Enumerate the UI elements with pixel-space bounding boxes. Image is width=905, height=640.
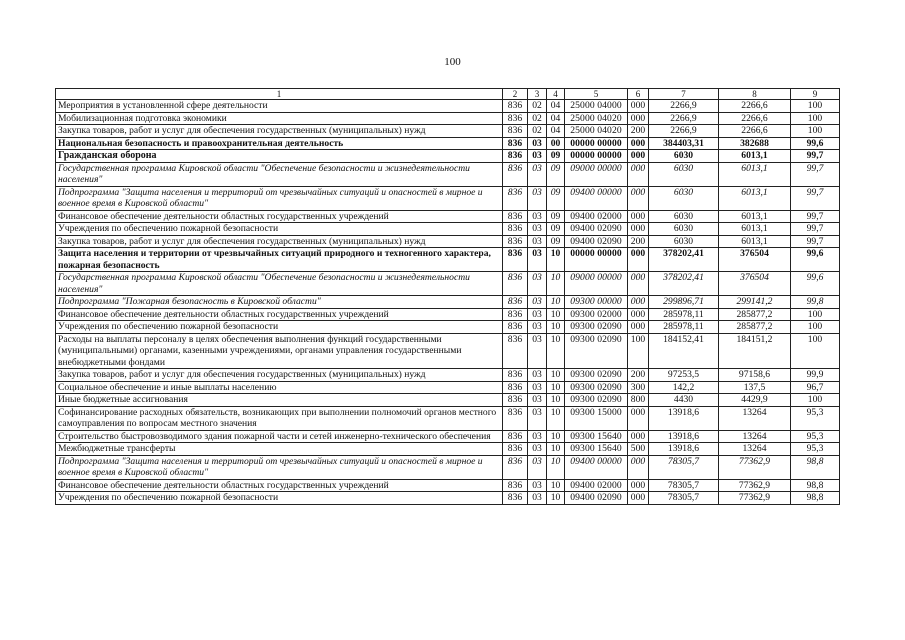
table-row <box>56 394 840 407</box>
actual-amount-cell: 285877,2 <box>719 321 791 334</box>
ministry-code-cell: 836 <box>503 272 528 296</box>
section-code-cell: 03 <box>528 248 547 272</box>
subsection-code-cell: 09 <box>547 150 565 163</box>
planned-amount-cell: 78305,7 <box>649 479 719 492</box>
planned-amount-cell: 13918,6 <box>649 443 719 456</box>
ministry-code-cell: 836 <box>503 100 528 113</box>
actual-amount-cell: 2266,6 <box>719 112 791 125</box>
actual-amount-cell: 4429,9 <box>719 394 791 407</box>
planned-amount-cell: 6030 <box>649 235 719 248</box>
target-article-code-cell: 09300 02090 <box>565 321 628 334</box>
row-name-cell: Финансовое обеспечение деятельности областных государственных учреждений <box>56 308 503 321</box>
table-row <box>56 162 840 186</box>
table-row <box>56 430 840 443</box>
execution-percent-cell: 98,8 <box>791 479 840 492</box>
target-article-code-cell: 09400 02000 <box>565 479 628 492</box>
subsection-code-cell: 10 <box>547 381 565 394</box>
target-article-code-cell: 09000 00000 <box>565 272 628 296</box>
section-code-cell: 03 <box>528 321 547 334</box>
target-article-code-cell: 09400 02090 <box>565 492 628 505</box>
subsection-code-cell: 09 <box>547 210 565 223</box>
actual-amount-cell: 6013,1 <box>719 235 791 248</box>
ministry-code-cell: 836 <box>503 406 528 430</box>
actual-amount-cell: 382688 <box>719 137 791 150</box>
row-name-cell: Социальное обеспечение и иные выплаты населению <box>56 381 503 394</box>
budget-table <box>55 88 840 505</box>
section-code-cell: 03 <box>528 430 547 443</box>
table-row <box>56 479 840 492</box>
section-code-cell: 02 <box>528 112 547 125</box>
section-code-cell: 03 <box>528 443 547 456</box>
section-code-cell: 03 <box>528 333 547 369</box>
actual-amount-cell: 6013,1 <box>719 223 791 236</box>
actual-amount-cell: 77362,9 <box>719 492 791 505</box>
expense-type-code-cell: 000 <box>628 248 649 272</box>
planned-amount-cell: 142,2 <box>649 381 719 394</box>
execution-percent-cell: 99,7 <box>791 186 840 210</box>
row-name-cell: Государственная программа Кировской области "Обеспечение безопасности и жизнедеятельности населения" <box>56 272 503 296</box>
row-name-cell: Закупка товаров, работ и услуг для обеспечения государственных (муниципальных) нужд <box>56 369 503 382</box>
ministry-code-cell: 836 <box>503 369 528 382</box>
header-cell: 4 <box>547 89 565 100</box>
execution-percent-cell: 95,3 <box>791 430 840 443</box>
expense-type-code-cell: 000 <box>628 455 649 479</box>
row-name-cell: Государственная программа Кировской области "Обеспечение безопасности и жизнедеятельности населения" <box>56 162 503 186</box>
target-article-code-cell: 09300 15640 <box>565 443 628 456</box>
section-code-cell: 03 <box>528 223 547 236</box>
table-row <box>56 443 840 456</box>
subsection-code-cell: 10 <box>547 394 565 407</box>
execution-percent-cell: 99,7 <box>791 223 840 236</box>
ministry-code-cell: 836 <box>503 430 528 443</box>
header-cell: 9 <box>791 89 840 100</box>
subsection-code-cell: 10 <box>547 272 565 296</box>
planned-amount-cell: 384403,31 <box>649 137 719 150</box>
section-code-cell: 02 <box>528 100 547 113</box>
execution-percent-cell: 99,9 <box>791 369 840 382</box>
row-name-cell: Строительство быстровозводимого здания пожарной части и сетей инженерно-технического обеспечения <box>56 430 503 443</box>
row-name-cell: Защита населения и территории от чрезвычайных ситуаций природного и техногенного характера, пожарная безопасность <box>56 248 503 272</box>
subsection-code-cell: 10 <box>547 479 565 492</box>
section-code-cell: 03 <box>528 492 547 505</box>
header-cell: 2 <box>503 89 528 100</box>
row-name-cell: Подпрограмма "Пожарная безопасность в Кировской области" <box>56 296 503 309</box>
row-name-cell: Учреждения по обеспечению пожарной безопасности <box>56 321 503 334</box>
actual-amount-cell: 376504 <box>719 272 791 296</box>
actual-amount-cell: 6013,1 <box>719 150 791 163</box>
table-row <box>56 296 840 309</box>
ministry-code-cell: 836 <box>503 137 528 150</box>
subsection-code-cell: 09 <box>547 223 565 236</box>
subsection-code-cell: 10 <box>547 443 565 456</box>
actual-amount-cell: 2266,6 <box>719 100 791 113</box>
execution-percent-cell: 96,7 <box>791 381 840 394</box>
target-article-code-cell: 09300 15640 <box>565 430 628 443</box>
header-cell: 6 <box>628 89 649 100</box>
subsection-code-cell: 10 <box>547 296 565 309</box>
row-name-cell: Софинансирование расходных обязательств, возникающих при выполнении полномочий органов местного самоуправления по вопросам местного значения <box>56 406 503 430</box>
section-code-cell: 03 <box>528 479 547 492</box>
table-row <box>56 369 840 382</box>
header-cell: 5 <box>565 89 628 100</box>
subsection-code-cell: 10 <box>547 248 565 272</box>
row-name-cell: Мобилизационная подготовка экономики <box>56 112 503 125</box>
planned-amount-cell: 6030 <box>649 150 719 163</box>
actual-amount-cell: 376504 <box>719 248 791 272</box>
subsection-code-cell: 10 <box>547 430 565 443</box>
section-code-cell: 02 <box>528 125 547 138</box>
actual-amount-cell: 285877,2 <box>719 308 791 321</box>
section-code-cell: 03 <box>528 296 547 309</box>
actual-amount-cell: 184151,2 <box>719 333 791 369</box>
row-name-cell: Национальная безопасность и правоохранительная деятельность <box>56 137 503 150</box>
execution-percent-cell: 95,3 <box>791 443 840 456</box>
expense-type-code-cell: 000 <box>628 430 649 443</box>
ministry-code-cell: 836 <box>503 112 528 125</box>
expense-type-code-cell: 000 <box>628 186 649 210</box>
expense-type-code-cell: 000 <box>628 137 649 150</box>
table-row <box>56 308 840 321</box>
target-article-code-cell: 09300 02090 <box>565 381 628 394</box>
actual-amount-cell: 137,5 <box>719 381 791 394</box>
actual-amount-cell: 77362,9 <box>719 455 791 479</box>
header-cell: 3 <box>528 89 547 100</box>
actual-amount-cell: 6013,1 <box>719 162 791 186</box>
ministry-code-cell: 836 <box>503 479 528 492</box>
execution-percent-cell: 100 <box>791 308 840 321</box>
planned-amount-cell: 78305,7 <box>649 455 719 479</box>
target-article-code-cell: 25000 04000 <box>565 100 628 113</box>
subsection-code-cell: 09 <box>547 235 565 248</box>
actual-amount-cell: 77362,9 <box>719 479 791 492</box>
section-code-cell: 03 <box>528 210 547 223</box>
table-row <box>56 272 840 296</box>
planned-amount-cell: 13918,6 <box>649 430 719 443</box>
row-name-cell: Учреждения по обеспечению пожарной безопасности <box>56 223 503 236</box>
target-article-code-cell: 09400 02090 <box>565 223 628 236</box>
target-article-code-cell: 09300 02000 <box>565 308 628 321</box>
target-article-code-cell: 09300 02090 <box>565 394 628 407</box>
row-name-cell: Гражданская оборона <box>56 150 503 163</box>
table-row <box>56 112 840 125</box>
execution-percent-cell: 100 <box>791 112 840 125</box>
row-name-cell: Межбюджетные трансферты <box>56 443 503 456</box>
planned-amount-cell: 299896,71 <box>649 296 719 309</box>
page-number: 100 <box>444 56 461 68</box>
actual-amount-cell: 2266,6 <box>719 125 791 138</box>
expense-type-code-cell: 000 <box>628 321 649 334</box>
ministry-code-cell: 836 <box>503 296 528 309</box>
execution-percent-cell: 95,3 <box>791 406 840 430</box>
target-article-code-cell: 25000 04020 <box>565 125 628 138</box>
table-row <box>56 492 840 505</box>
actual-amount-cell: 97158,6 <box>719 369 791 382</box>
ministry-code-cell: 836 <box>503 394 528 407</box>
section-code-cell: 03 <box>528 272 547 296</box>
execution-percent-cell: 99,6 <box>791 137 840 150</box>
expense-type-code-cell: 100 <box>628 333 649 369</box>
execution-percent-cell: 100 <box>791 333 840 369</box>
section-code-cell: 03 <box>528 186 547 210</box>
subsection-code-cell: 00 <box>547 137 565 150</box>
target-article-code-cell: 00000 00000 <box>565 137 628 150</box>
table-row <box>56 333 840 369</box>
actual-amount-cell: 13264 <box>719 443 791 456</box>
section-code-cell: 03 <box>528 150 547 163</box>
ministry-code-cell: 836 <box>503 308 528 321</box>
execution-percent-cell: 100 <box>791 100 840 113</box>
row-name-cell: Финансовое обеспечение деятельности областных государственных учреждений <box>56 479 503 492</box>
execution-percent-cell: 98,8 <box>791 455 840 479</box>
subsection-code-cell: 04 <box>547 112 565 125</box>
planned-amount-cell: 78305,7 <box>649 492 719 505</box>
expense-type-code-cell: 000 <box>628 296 649 309</box>
actual-amount-cell: 6013,1 <box>719 186 791 210</box>
ministry-code-cell: 836 <box>503 455 528 479</box>
header-cell: 7 <box>649 89 719 100</box>
ministry-code-cell: 836 <box>503 223 528 236</box>
expense-type-code-cell: 000 <box>628 308 649 321</box>
header-cell: 1 <box>56 89 503 100</box>
ministry-code-cell: 836 <box>503 381 528 394</box>
table-row <box>56 186 840 210</box>
section-code-cell: 03 <box>528 162 547 186</box>
target-article-code-cell: 00000 00000 <box>565 150 628 163</box>
planned-amount-cell: 6030 <box>649 162 719 186</box>
actual-amount-cell: 299141,2 <box>719 296 791 309</box>
table-row <box>56 235 840 248</box>
target-article-code-cell: 09400 00000 <box>565 186 628 210</box>
execution-percent-cell: 99,7 <box>791 150 840 163</box>
ministry-code-cell: 836 <box>503 162 528 186</box>
section-code-cell: 03 <box>528 406 547 430</box>
planned-amount-cell: 184152,41 <box>649 333 719 369</box>
expense-type-code-cell: 000 <box>628 100 649 113</box>
row-name-cell: Иные бюджетные ассигнования <box>56 394 503 407</box>
execution-percent-cell: 99,6 <box>791 272 840 296</box>
target-article-code-cell: 09300 00000 <box>565 296 628 309</box>
ministry-code-cell: 836 <box>503 235 528 248</box>
actual-amount-cell: 6013,1 <box>719 210 791 223</box>
execution-percent-cell: 99,7 <box>791 235 840 248</box>
execution-percent-cell: 100 <box>791 321 840 334</box>
expense-type-code-cell: 200 <box>628 369 649 382</box>
execution-percent-cell: 99,6 <box>791 248 840 272</box>
ministry-code-cell: 836 <box>503 186 528 210</box>
expense-type-code-cell: 800 <box>628 394 649 407</box>
target-article-code-cell: 09300 02090 <box>565 333 628 369</box>
target-article-code-cell: 09300 02090 <box>565 369 628 382</box>
execution-percent-cell: 100 <box>791 394 840 407</box>
table-row <box>56 210 840 223</box>
actual-amount-cell: 13264 <box>719 430 791 443</box>
ministry-code-cell: 836 <box>503 492 528 505</box>
section-code-cell: 03 <box>528 369 547 382</box>
planned-amount-cell: 285978,11 <box>649 308 719 321</box>
row-name-cell: Закупка товаров, работ и услуг для обеспечения государственных (муниципальных) нужд <box>56 125 503 138</box>
expense-type-code-cell: 000 <box>628 272 649 296</box>
ministry-code-cell: 836 <box>503 125 528 138</box>
table-row <box>56 455 840 479</box>
subsection-code-cell: 10 <box>547 333 565 369</box>
subsection-code-cell: 09 <box>547 186 565 210</box>
table-row <box>56 381 840 394</box>
planned-amount-cell: 6030 <box>649 186 719 210</box>
expense-type-code-cell: 000 <box>628 479 649 492</box>
execution-percent-cell: 100 <box>791 125 840 138</box>
expense-type-code-cell: 000 <box>628 492 649 505</box>
column-number-header-row <box>56 89 840 100</box>
section-code-cell: 03 <box>528 455 547 479</box>
planned-amount-cell: 2266,9 <box>649 100 719 113</box>
execution-percent-cell: 98,8 <box>791 492 840 505</box>
ministry-code-cell: 836 <box>503 210 528 223</box>
planned-amount-cell: 13918,6 <box>649 406 719 430</box>
actual-amount-cell: 13264 <box>719 406 791 430</box>
section-code-cell: 03 <box>528 235 547 248</box>
table-row <box>56 150 840 163</box>
planned-amount-cell: 6030 <box>649 210 719 223</box>
subsection-code-cell: 10 <box>547 455 565 479</box>
expense-type-code-cell: 500 <box>628 443 649 456</box>
planned-amount-cell: 378202,41 <box>649 248 719 272</box>
subsection-code-cell: 04 <box>547 125 565 138</box>
subsection-code-cell: 10 <box>547 321 565 334</box>
table-row <box>56 321 840 334</box>
expense-type-code-cell: 200 <box>628 235 649 248</box>
ministry-code-cell: 836 <box>503 248 528 272</box>
row-name-cell: Мероприятия в установленной сфере деятельности <box>56 100 503 113</box>
subsection-code-cell: 10 <box>547 492 565 505</box>
ministry-code-cell: 836 <box>503 321 528 334</box>
header-cell: 8 <box>719 89 791 100</box>
row-name-cell: Расходы на выплаты персоналу в целях обеспечения выполнения функций государственными (муниципальными) органами, казенными учреждениями, органами управления государственными внебюджетными фондами <box>56 333 503 369</box>
execution-percent-cell: 99,7 <box>791 162 840 186</box>
row-name-cell: Подпрограмма "Защита населения и территорий от чрезвычайных ситуаций и опасностей в мирное и военное время в Кировской области" <box>56 186 503 210</box>
target-article-code-cell: 00000 00000 <box>565 248 628 272</box>
ministry-code-cell: 836 <box>503 150 528 163</box>
table-row <box>56 137 840 150</box>
execution-percent-cell: 99,8 <box>791 296 840 309</box>
planned-amount-cell: 4430 <box>649 394 719 407</box>
table-row <box>56 223 840 236</box>
planned-amount-cell: 2266,9 <box>649 125 719 138</box>
expense-type-code-cell: 000 <box>628 162 649 186</box>
expense-type-code-cell: 000 <box>628 223 649 236</box>
execution-percent-cell: 99,7 <box>791 210 840 223</box>
row-name-cell: Финансовое обеспечение деятельности областных государственных учреждений <box>56 210 503 223</box>
expense-type-code-cell: 000 <box>628 150 649 163</box>
target-article-code-cell: 09400 02090 <box>565 235 628 248</box>
target-article-code-cell: 09400 02000 <box>565 210 628 223</box>
expense-type-code-cell: 000 <box>628 406 649 430</box>
section-code-cell: 03 <box>528 381 547 394</box>
subsection-code-cell: 04 <box>547 100 565 113</box>
target-article-code-cell: 09400 00000 <box>565 455 628 479</box>
planned-amount-cell: 378202,41 <box>649 272 719 296</box>
section-code-cell: 03 <box>528 137 547 150</box>
row-name-cell: Подпрограмма "Защита населения и территорий от чрезвычайных ситуаций и опасностей в мирное и военное время в Кировской области" <box>56 455 503 479</box>
subsection-code-cell: 10 <box>547 406 565 430</box>
target-article-code-cell: 09300 15000 <box>565 406 628 430</box>
subsection-code-cell: 09 <box>547 162 565 186</box>
target-article-code-cell: 09000 00000 <box>565 162 628 186</box>
table-row <box>56 406 840 430</box>
subsection-code-cell: 10 <box>547 308 565 321</box>
table-row <box>56 125 840 138</box>
expense-type-code-cell: 000 <box>628 210 649 223</box>
table-row <box>56 248 840 272</box>
expense-type-code-cell: 000 <box>628 112 649 125</box>
table-row <box>56 100 840 113</box>
subsection-code-cell: 10 <box>547 369 565 382</box>
ministry-code-cell: 836 <box>503 333 528 369</box>
planned-amount-cell: 285978,11 <box>649 321 719 334</box>
planned-amount-cell: 2266,9 <box>649 112 719 125</box>
row-name-cell: Закупка товаров, работ и услуг для обеспечения государственных (муниципальных) нужд <box>56 235 503 248</box>
ministry-code-cell: 836 <box>503 443 528 456</box>
section-code-cell: 03 <box>528 308 547 321</box>
expense-type-code-cell: 200 <box>628 125 649 138</box>
planned-amount-cell: 6030 <box>649 223 719 236</box>
row-name-cell: Учреждения по обеспечению пожарной безопасности <box>56 492 503 505</box>
target-article-code-cell: 25000 04020 <box>565 112 628 125</box>
expense-type-code-cell: 300 <box>628 381 649 394</box>
planned-amount-cell: 97253,5 <box>649 369 719 382</box>
section-code-cell: 03 <box>528 394 547 407</box>
